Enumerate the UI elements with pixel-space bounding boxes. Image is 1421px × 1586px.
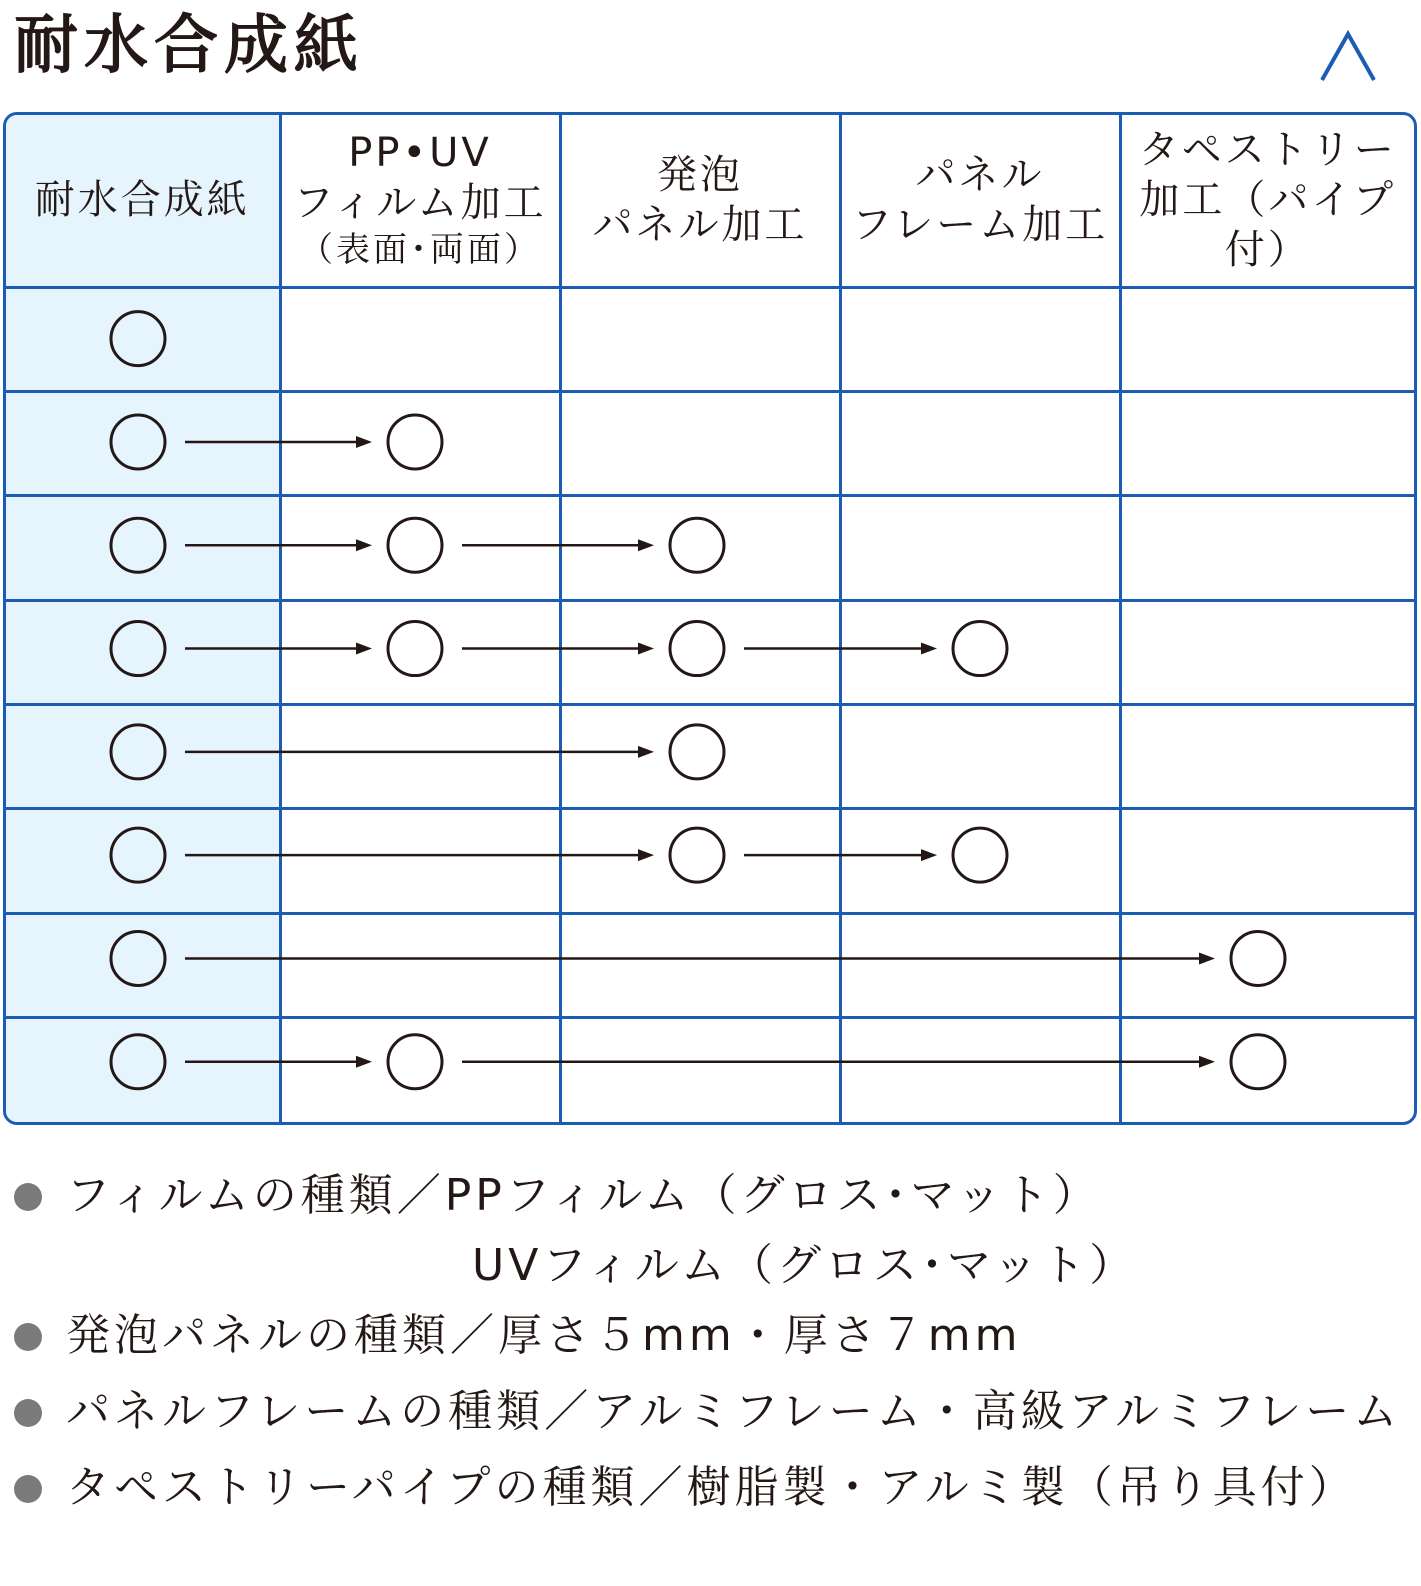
table-row xyxy=(6,913,1414,1017)
table-cell xyxy=(560,496,840,600)
header-base-paper: 耐水合成紙 xyxy=(6,115,280,287)
table-cell xyxy=(840,391,1120,495)
table-cell xyxy=(280,705,560,809)
note-film-types-continued: UVフィルム（グロス･マット） xyxy=(472,1240,1138,1291)
table-cell xyxy=(6,913,280,1017)
header-tapestry-processing: タペストリー 加工（パイプ付） xyxy=(1120,115,1414,287)
table-cell xyxy=(560,1018,840,1122)
table-cell xyxy=(6,705,280,809)
table-cell xyxy=(280,496,560,600)
table-cell xyxy=(6,809,280,913)
table-cell xyxy=(6,496,280,600)
bullet-icon xyxy=(14,1183,42,1211)
table-cell xyxy=(560,913,840,1017)
table-cell xyxy=(1120,391,1414,495)
bullet-icon xyxy=(14,1399,42,1427)
header-film-processing: PP•UV フィルム加工 （表面･両面） xyxy=(280,115,560,287)
table-cell xyxy=(1120,809,1414,913)
notes-list xyxy=(14,1168,1414,1536)
table-cell xyxy=(840,913,1120,1017)
table-cell xyxy=(6,391,280,495)
table-cell xyxy=(560,600,840,704)
table-cell xyxy=(280,391,560,495)
table-cell xyxy=(6,600,280,704)
table-cell xyxy=(6,1018,280,1122)
note-foam-panel-types: 発泡パネルの種類／厚さ５mm・厚さ７mm xyxy=(14,1308,1414,1384)
table-cell xyxy=(1120,600,1414,704)
table-cell xyxy=(560,705,840,809)
table-cell xyxy=(1120,496,1414,600)
table-cell xyxy=(1120,287,1414,391)
table-cell xyxy=(560,391,840,495)
table-cell xyxy=(560,809,840,913)
note-tapestry-pipe-types: タペストリーパイプの種類／樹脂製・アルミ製（吊り具付） xyxy=(14,1460,1414,1536)
table-row xyxy=(6,809,1414,913)
table-cell xyxy=(280,287,560,391)
page-title: 耐水合成紙 xyxy=(14,9,364,83)
table-row xyxy=(6,600,1414,704)
table-cell xyxy=(280,1018,560,1122)
note-film-types: フィルムの種類／PPフィルム（グロス･マット） xyxy=(14,1168,1414,1238)
table-cell xyxy=(6,287,280,391)
bullet-icon xyxy=(14,1323,42,1351)
table-header-row xyxy=(6,115,1414,287)
bullet-icon xyxy=(14,1475,42,1503)
table-row xyxy=(6,391,1414,495)
table-cell xyxy=(840,287,1120,391)
table-cell xyxy=(560,287,840,391)
processing-options-table xyxy=(3,112,1417,1125)
note-panel-frame-types: パネルフレームの種類／アルミフレーム・高級アルミフレーム xyxy=(14,1384,1414,1460)
table-cell xyxy=(840,1018,1120,1122)
table-cell xyxy=(840,705,1120,809)
table-cell xyxy=(1120,1018,1414,1122)
table-cell xyxy=(840,809,1120,913)
table-row xyxy=(6,1018,1414,1122)
table-cell xyxy=(840,600,1120,704)
table-row xyxy=(6,496,1414,600)
header-panel-frame-processing: パネル フレーム加工 xyxy=(840,115,1120,287)
table-cell xyxy=(1120,705,1414,809)
table-cell xyxy=(280,600,560,704)
header-foam-panel-processing: 発泡 パネル加工 xyxy=(560,115,840,287)
table-cell xyxy=(280,809,560,913)
table-row xyxy=(6,705,1414,809)
table-cell xyxy=(1120,913,1414,1017)
caret-up-icon[interactable] xyxy=(1318,28,1378,86)
table-cell xyxy=(280,913,560,1017)
table-cell xyxy=(840,496,1120,600)
table-row xyxy=(6,287,1414,391)
